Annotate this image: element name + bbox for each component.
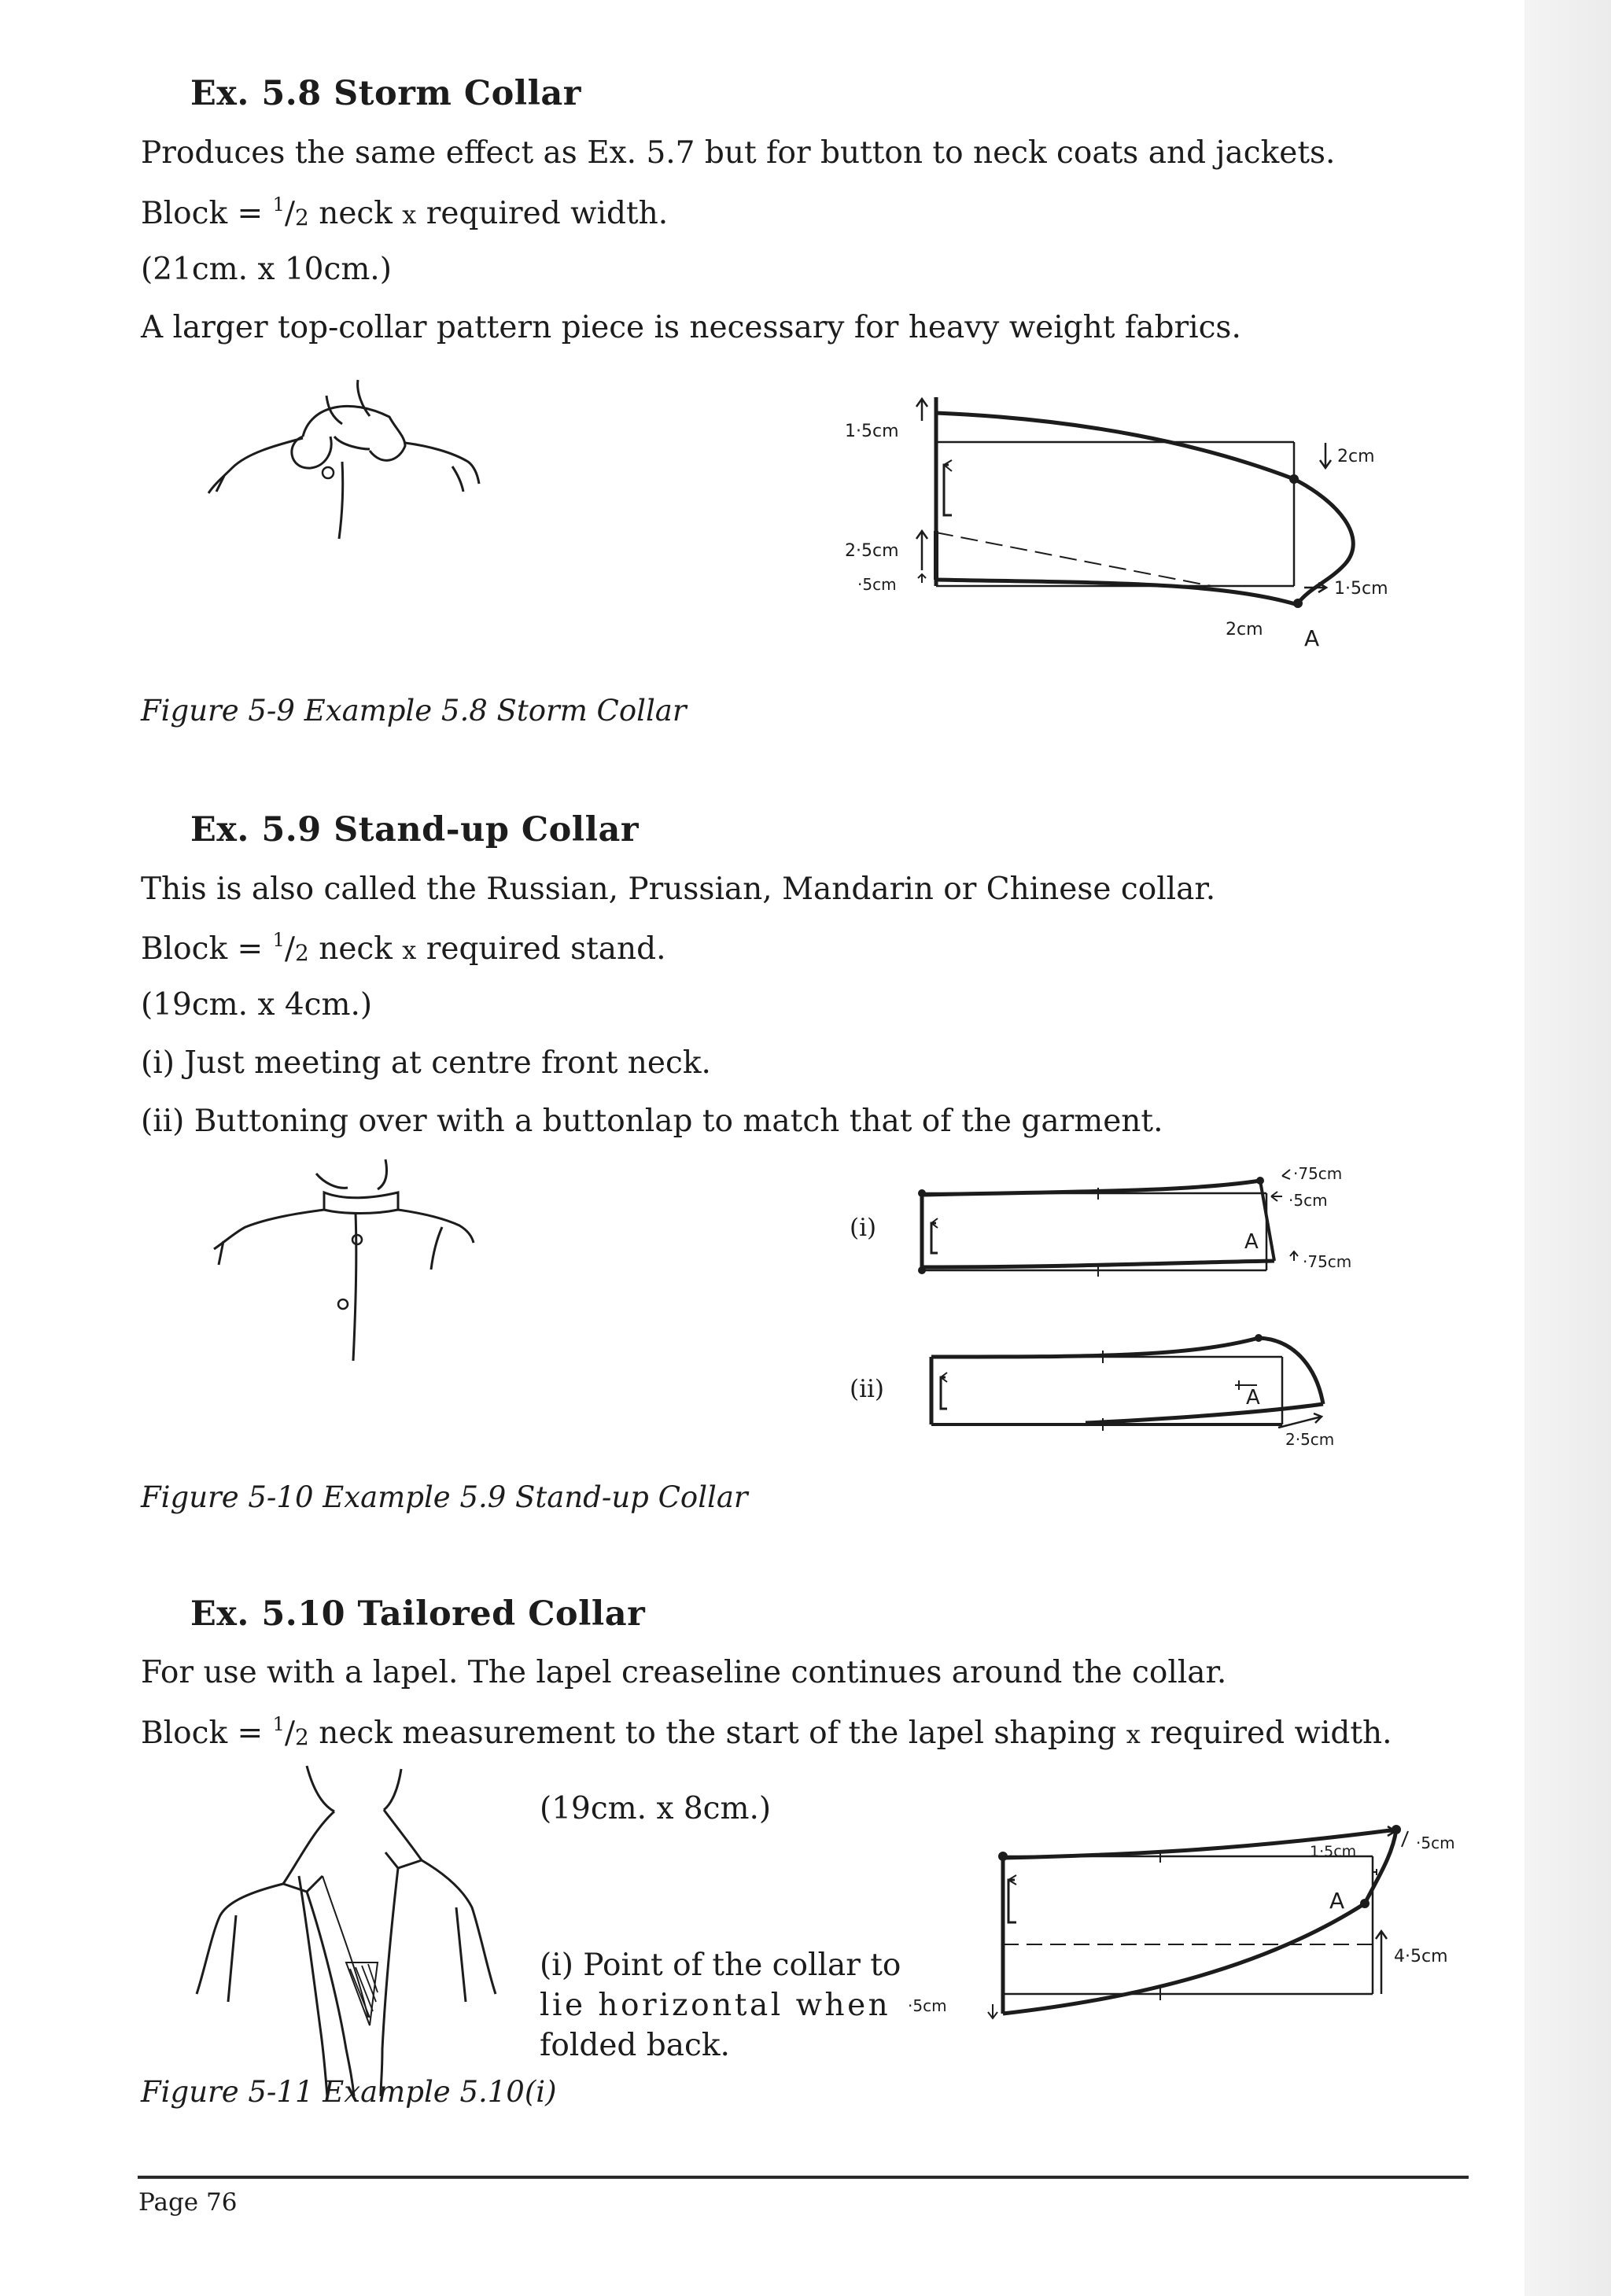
storm-collar-note: A larger top-collar pattern piece is necessary for heavy weight fabrics. [141,310,1241,345]
storm-collar-block-formula: Block = $^1/_2$ neck x required width. [141,193,669,231]
diagram-label: ·5cm [1288,1191,1328,1210]
diagram-label: ·75cm [1293,1164,1343,1183]
diagram-label: ·5cm [1416,1833,1455,1852]
diagram-label-i: (i) [850,1214,877,1242]
diagram-label: 1·5cm [1334,579,1388,599]
diagram-label: ·5cm [857,575,897,594]
stand-up-collar-option-ii: (ii) Buttoning over with a buttonlap to match that of the garment. [141,1104,1163,1139]
diagram-label: 1·5cm [1310,1843,1357,1860]
storm-collar-pattern-diagram [834,397,1463,669]
diagram-label: ·75cm [1303,1252,1352,1271]
diagram-point-a: A [1244,1230,1259,1254]
section-heading-storm-collar: Ex. 5.8 Storm Collar [190,74,581,113]
diagram-label-left-offset: ·5cm [908,1996,947,2015]
diagram-label: 2·5cm [845,541,899,561]
tailored-collar-note-line-2: lie horizontal when [540,1988,891,2023]
tailored-collar-pattern-diagram [905,1817,1487,2029]
stand-up-collar-measurement: (19cm. x 4cm.) [141,987,373,1023]
stand-up-collar-description: This is also called the Russian, Prussian, Mandarin or Chinese collar. [141,872,1216,907]
stand-up-collar-garment-sketch [206,1155,521,1371]
tailored-collar-measurement: (19cm. x 8cm.) [540,1791,772,1826]
tailored-collar-garment-sketch [189,1766,519,2096]
stand-up-collar-pattern-diagram-ii [920,1325,1440,1451]
storm-collar-measurement: (21cm. x 10cm.) [141,252,392,287]
diagram-label: 1·5cm [845,422,899,441]
figure-caption-5-11: Figure 5-11 Example 5.10(i) [141,2075,557,2109]
footer-rule [138,2176,1469,2179]
stand-up-collar-block-formula: Block = $^1/_2$ neck x required stand. [141,929,666,967]
figure-caption-5-10: Figure 5-10 Example 5.9 Stand-up Collar [141,1480,748,1514]
diagram-point-a: A [1246,1386,1260,1410]
diagram-label: 2cm [1337,447,1375,466]
diagram-label: 4·5cm [1394,1947,1448,1966]
storm-collar-description: Produces the same effect as Ex. 5.7 but for button to neck coats and jackets. [141,135,1336,171]
storm-collar-garment-sketch [193,374,492,547]
figure-caption-5-9: Figure 5-9 Example 5.8 Storm Collar [141,694,687,728]
section-heading-stand-up-collar: Ex. 5.9 Stand-up Collar [190,810,639,849]
diagram-point-a: A [1329,1888,1345,1914]
section-heading-tailored-collar: Ex. 5.10 Tailored Collar [190,1594,646,1634]
tailored-collar-description: For use with a lapel. The lapel creaseline continues around the collar. [141,1655,1227,1690]
diagram-label: 2cm [1226,620,1263,639]
diagram-label-ii: (ii) [850,1375,885,1403]
stand-up-collar-pattern-diagram-i [912,1160,1432,1286]
tailored-collar-note-line-1: (i) Point of the collar to [540,1948,901,1983]
stand-up-collar-option-i: (i) Just meeting at centre front neck. [141,1045,711,1081]
diagram-label: 2·5cm [1285,1430,1335,1449]
diagram-point-a: A [1304,625,1320,651]
page-edge-shadow [1524,0,1611,2296]
page-number: Page 76 [138,2188,238,2217]
tailored-collar-note-line-3: folded back. [540,2028,730,2063]
tailored-collar-block-formula: Block = $^1/_2$ neck measurement to the start of the lapel shaping x required width. [141,1713,1392,1751]
